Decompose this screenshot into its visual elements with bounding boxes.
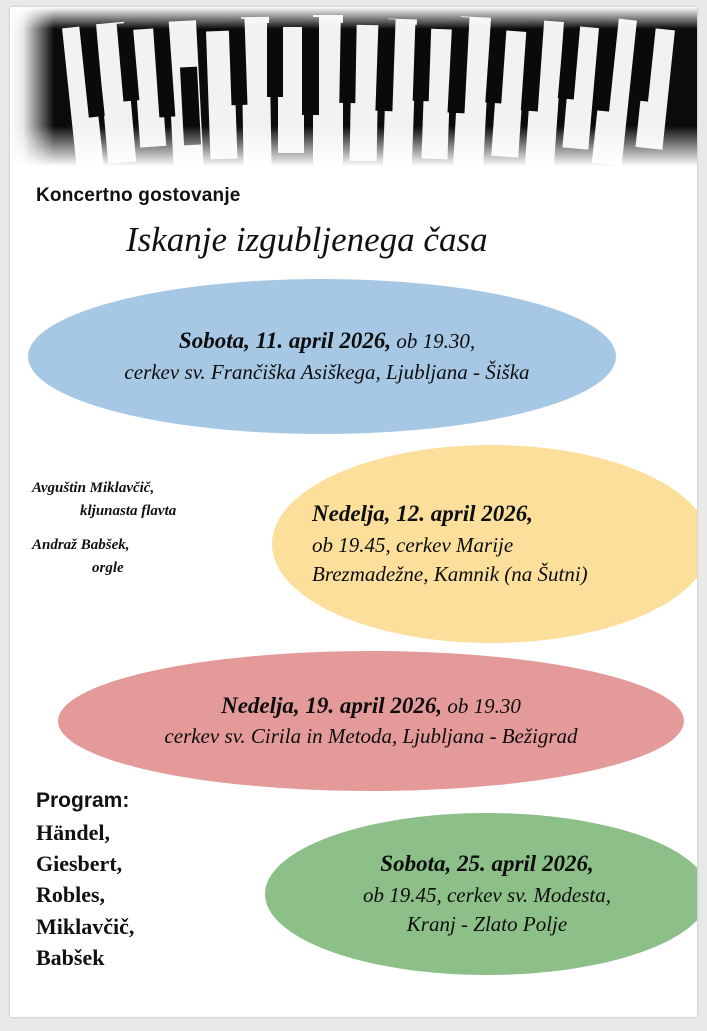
program-section: [36, 789, 251, 973]
event-2-date-text: Nedelja, 12. april 2026,: [312, 500, 534, 526]
program-composer: Händel,: [36, 820, 110, 845]
performer-1-name: Avguštin Miklavčič,: [32, 480, 155, 496]
program-title: Program:: [36, 789, 130, 812]
event-2-date: [272, 498, 697, 531]
event-2-time: ob 19.45, cerkev Marije: [312, 532, 514, 557]
keyboard-top-fade: [10, 7, 697, 29]
event-1-venue: cerkev sv. Frančiška Asiškega, Ljubljana - Šiška: [124, 359, 530, 384]
event-2-venue: Brezmadežne, Kamnik (na Šutni): [312, 562, 588, 587]
event-ellipse-1: [28, 279, 616, 434]
concert-poster: [10, 7, 697, 1017]
piano-keyboard-header-image: [10, 7, 697, 182]
event-1-time: ob 19.30,: [396, 329, 476, 354]
black-key: [413, 25, 432, 102]
black-key: [339, 23, 356, 103]
black-key: [267, 23, 283, 97]
poster-kicker: Koncertno gostovanje: [36, 185, 241, 206]
event-ellipse-2: [272, 445, 697, 643]
program-composer: Robles,: [36, 882, 106, 908]
performers-list: [32, 477, 267, 580]
event-3-date-time: [58, 690, 684, 723]
black-key: [229, 19, 248, 106]
performer-2-name: Andraž Babšek,: [32, 536, 130, 553]
event-1-date-time: [28, 325, 616, 358]
event-4-date-text: Sobota, 25. april 2026,: [380, 850, 594, 876]
event-4-venue: Kranj - Zlato Polje: [406, 912, 568, 937]
page-title: Iskanje izgubljenega časa: [126, 220, 488, 259]
performers-spacer: [32, 524, 267, 534]
event-3-date: Nedelja, 19. april 2026,: [221, 692, 443, 718]
keyboard-bottom-fade: [10, 126, 697, 182]
event-4-date: [265, 848, 697, 881]
black-key: [375, 19, 395, 112]
program-composer: Babšek: [36, 944, 105, 970]
program-composer: Giesbert,: [36, 851, 123, 877]
event-ellipse-4: [265, 813, 697, 975]
event-4-time: ob 19.45, cerkev sv. Modesta,: [362, 882, 612, 907]
event-3-time: ob 19.30: [447, 693, 521, 718]
black-key: [302, 17, 319, 115]
performer-2-instrument: orgle: [92, 559, 124, 576]
event-ellipse-3: [58, 651, 684, 791]
event-3-venue: cerkev sv. Cirila in Metoda, Ljubljana - Bežigrad: [164, 724, 578, 749]
program-composer: Miklavčič,: [36, 913, 135, 939]
event-1-date: Sobota, 11. april 2026,: [178, 328, 392, 354]
performer-1-instrument: kljunasta flavta: [80, 503, 177, 520]
